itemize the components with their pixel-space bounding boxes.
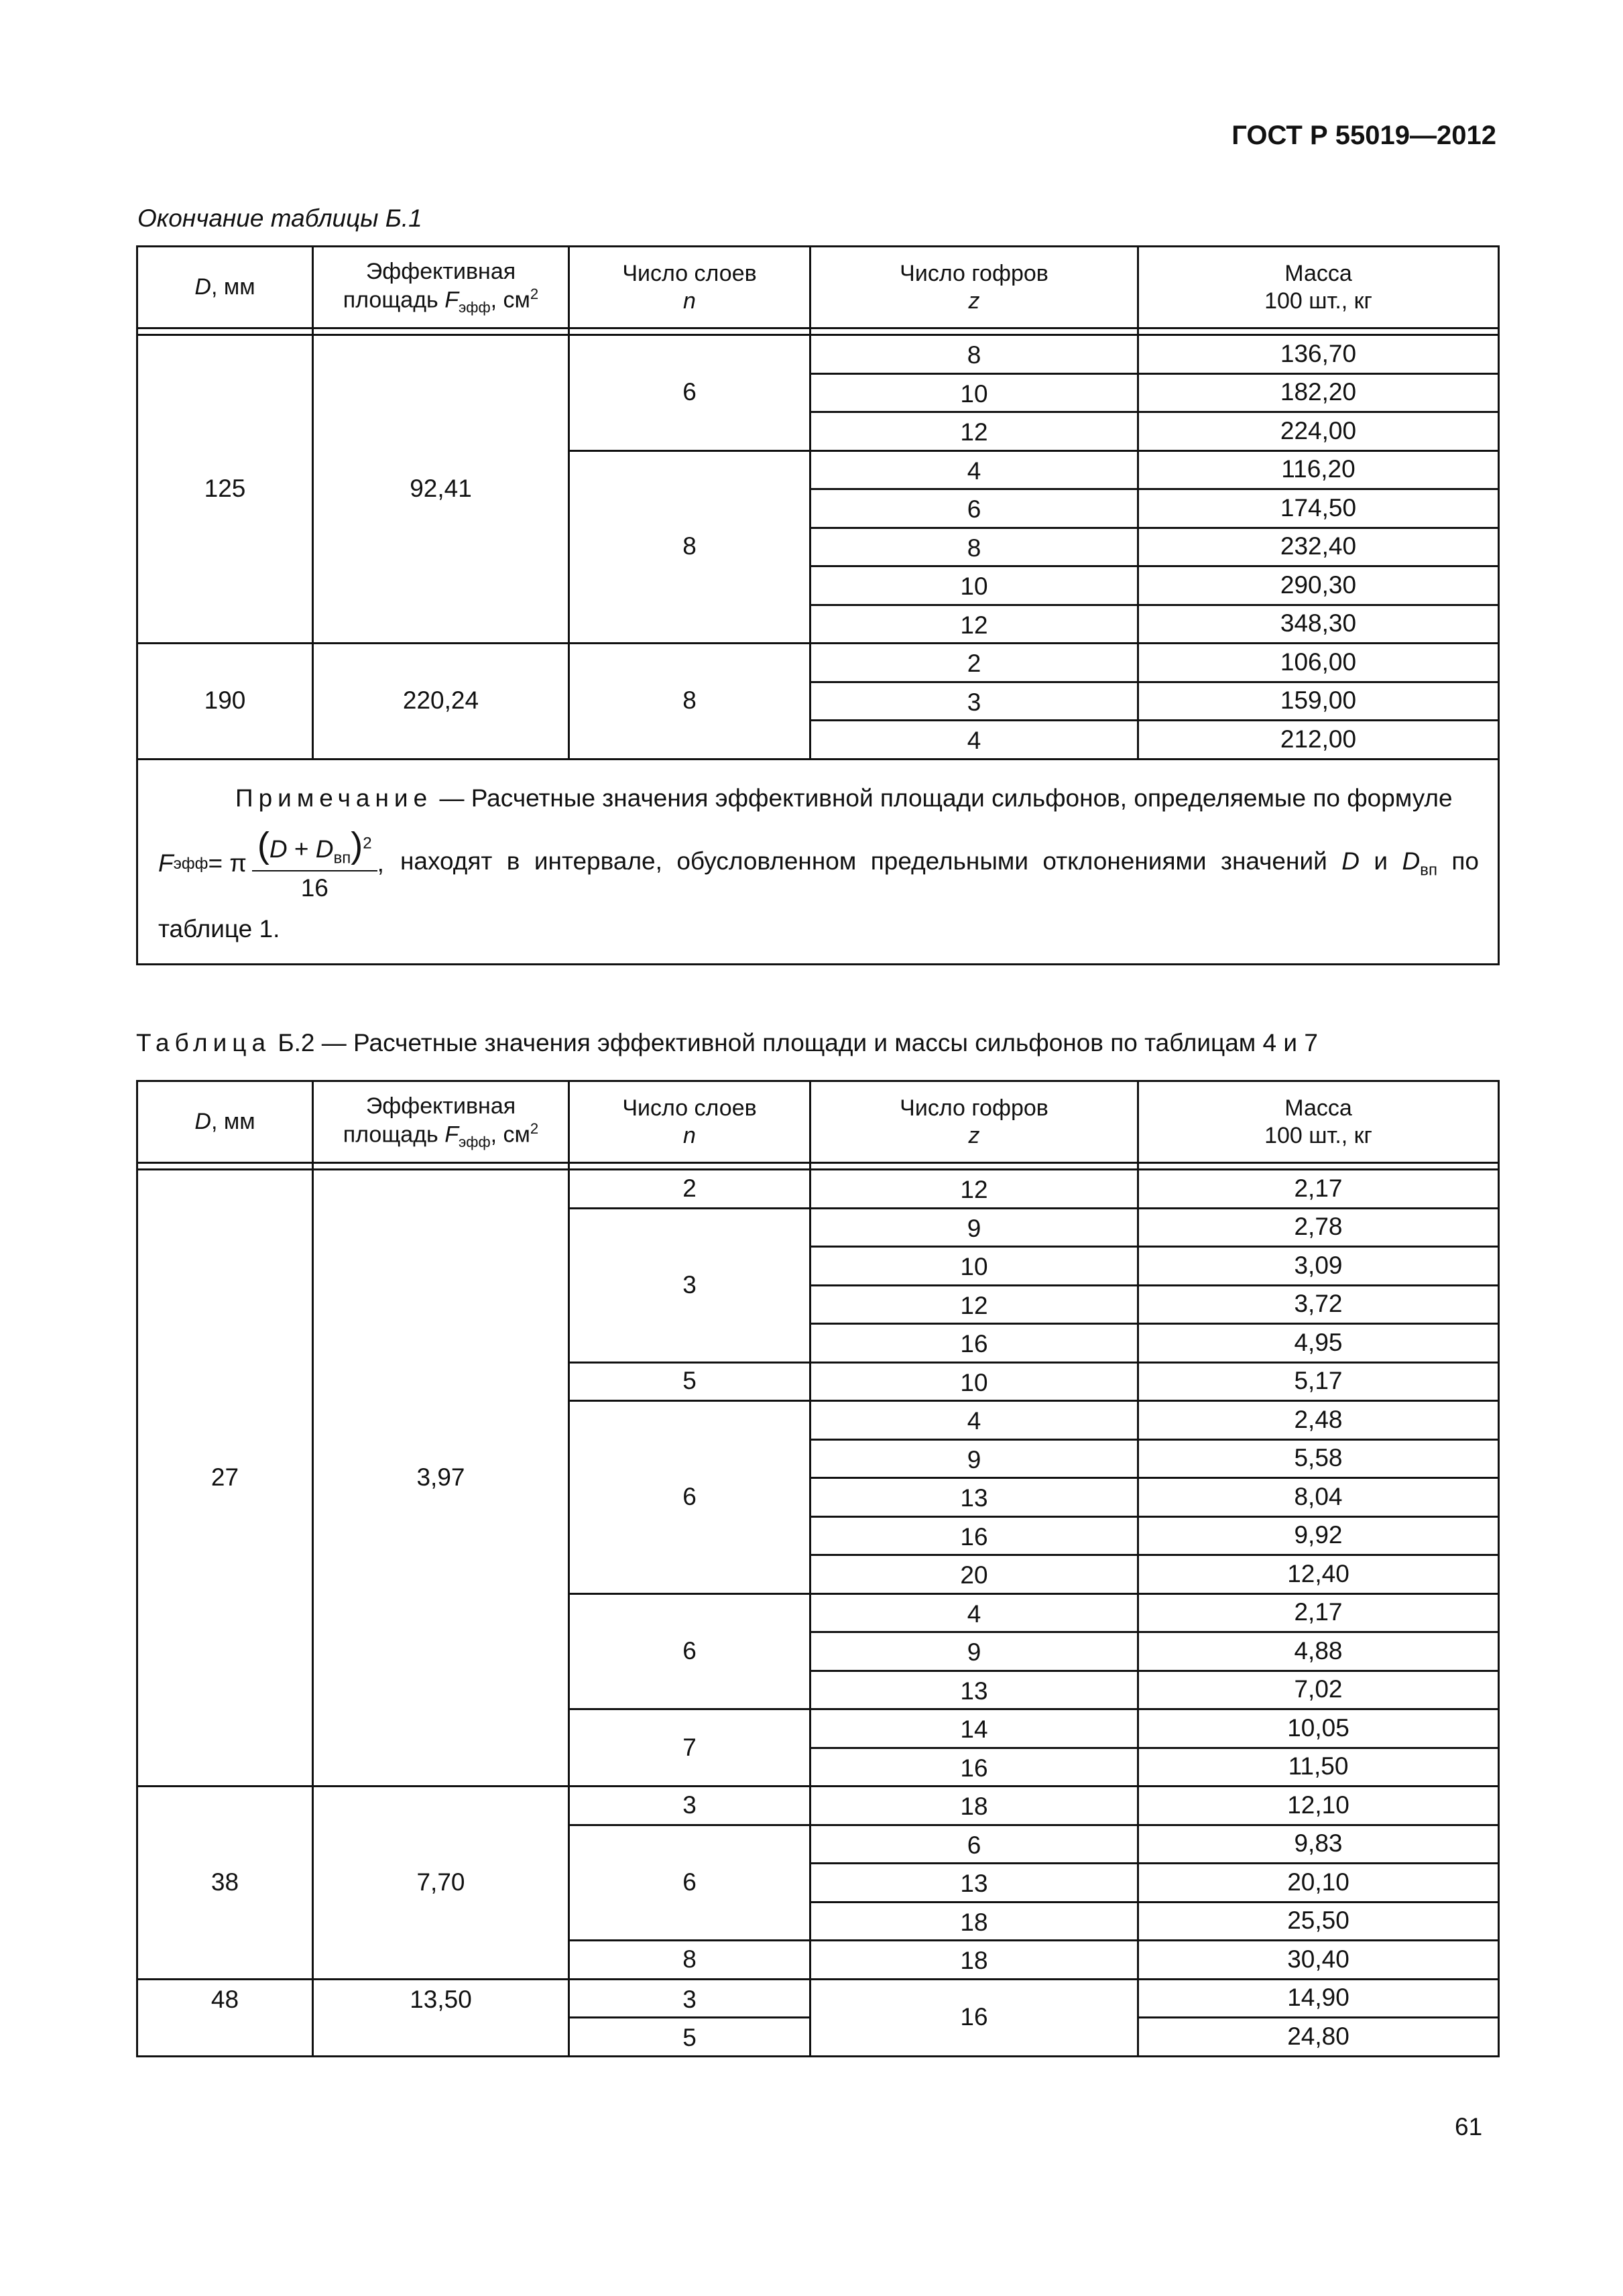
mass-cell: 136,70 bbox=[1138, 335, 1499, 374]
formula-f: F bbox=[158, 849, 174, 878]
layers-cell: 8 bbox=[569, 644, 810, 760]
table-row bbox=[137, 1979, 1499, 2018]
effective-area-cell: 3,97 bbox=[313, 1170, 569, 1787]
separator-cell bbox=[810, 1163, 1138, 1170]
corrugations-cell: 6 bbox=[810, 489, 1138, 528]
corrugations-cell: 14 bbox=[810, 1709, 1138, 1748]
corrugations-cell: 10 bbox=[810, 373, 1138, 412]
corrugations-cell: 20 bbox=[810, 1555, 1138, 1594]
layers-cell: 3 bbox=[569, 1787, 810, 1825]
corrugations-cell: 9 bbox=[810, 1208, 1138, 1247]
header-diameter bbox=[137, 247, 313, 328]
mass-cell: 224,00 bbox=[1138, 412, 1499, 451]
layers-cell: 5 bbox=[569, 1362, 810, 1401]
note-label: Примечание bbox=[235, 784, 433, 812]
mass-cell: 24,80 bbox=[1138, 2018, 1499, 2057]
header-layers bbox=[569, 247, 810, 328]
mass-cell: 25,50 bbox=[1138, 1902, 1499, 1941]
area-unit: , см bbox=[490, 1121, 530, 1147]
corrugations-cell: 10 bbox=[810, 1362, 1138, 1401]
mass-cell: 159,00 bbox=[1138, 682, 1499, 721]
table-row bbox=[137, 644, 1499, 682]
header-effective-area bbox=[313, 1081, 569, 1163]
corrugations-cell: 18 bbox=[810, 1941, 1138, 1980]
corrugations-cell: 9 bbox=[810, 1632, 1138, 1671]
formula-dvp: D bbox=[315, 835, 334, 863]
header-mass bbox=[1138, 247, 1499, 328]
separator-cell bbox=[137, 1163, 313, 1170]
mass-cell: 182,20 bbox=[1138, 373, 1499, 412]
formula-dvp-subscript: вп bbox=[333, 849, 351, 867]
separator-cell bbox=[810, 328, 1138, 335]
header-separator bbox=[137, 1163, 1499, 1170]
header-effective-area bbox=[313, 247, 569, 328]
formula-fraction bbox=[252, 825, 377, 903]
note-text-continued bbox=[400, 847, 1479, 880]
note-formula-line bbox=[158, 825, 1479, 903]
mass-cell: 212,00 bbox=[1138, 721, 1499, 760]
note-and: и bbox=[1359, 847, 1402, 875]
table-header-row bbox=[137, 247, 1499, 328]
note-row bbox=[137, 759, 1499, 965]
layers-symbol: n bbox=[683, 1122, 696, 1148]
mass-cell: 20,10 bbox=[1138, 1864, 1499, 1902]
mass-cell: 2,48 bbox=[1138, 1401, 1499, 1440]
diameter-cell: 38 bbox=[137, 1787, 313, 1980]
corrugations-cell: 6 bbox=[810, 1825, 1138, 1864]
note-cell bbox=[137, 759, 1499, 965]
mass-cell: 290,30 bbox=[1138, 566, 1499, 605]
d-unit: , мм bbox=[211, 274, 255, 300]
separator-cell bbox=[313, 1163, 569, 1170]
corrugations-cell: 13 bbox=[810, 1864, 1138, 1902]
area-symbol: F bbox=[444, 1121, 459, 1147]
header-layers bbox=[569, 1081, 810, 1163]
corrugations-cell: 16 bbox=[810, 1979, 1138, 2056]
formula-numerator bbox=[252, 825, 377, 871]
page-number: 61 bbox=[1455, 2113, 1483, 2140]
corrugations-cell: 2 bbox=[810, 644, 1138, 682]
layers-cell: 3 bbox=[569, 1979, 810, 2018]
area-subscript: эфф bbox=[459, 298, 491, 316]
corrugations-cell: 8 bbox=[810, 528, 1138, 566]
note-paragraph bbox=[158, 784, 1479, 813]
table-b1-end bbox=[136, 245, 1500, 965]
table1-caption: Окончание таблицы Б.1 bbox=[137, 204, 422, 232]
corrugations-label: Число гофров bbox=[900, 1095, 1048, 1121]
mass-cell: 3,72 bbox=[1138, 1285, 1499, 1324]
note-dvp: D bbox=[1402, 847, 1421, 875]
note-text: находят в интервале, обусловленном предельными отклонениями значений bbox=[400, 847, 1342, 875]
corrugations-cell: 10 bbox=[810, 566, 1138, 605]
mass-unit: 100 шт., кг bbox=[1264, 288, 1372, 314]
header-mass bbox=[1138, 1081, 1499, 1163]
mass-cell: 5,58 bbox=[1138, 1439, 1499, 1478]
formula-subscript: эфф bbox=[173, 854, 208, 873]
corrugations-cell: 12 bbox=[810, 1170, 1138, 1209]
corrugations-cell: 12 bbox=[810, 412, 1138, 451]
table-row bbox=[137, 1170, 1499, 1209]
note-reference: таблице 1. bbox=[158, 914, 280, 943]
diameter-cell: 190 bbox=[137, 644, 313, 760]
effective-area-cell: 92,41 bbox=[313, 335, 569, 644]
mass-label: Масса bbox=[1284, 1095, 1352, 1121]
area-superscript: 2 bbox=[530, 285, 539, 302]
table-row bbox=[137, 1787, 1499, 1825]
diameter-cell: 48 bbox=[137, 1979, 313, 2056]
header-corrugations bbox=[810, 1081, 1138, 1163]
mass-cell: 14,90 bbox=[1138, 1979, 1499, 2018]
header-separator bbox=[137, 328, 1499, 335]
note-d: D bbox=[1341, 847, 1360, 875]
mass-cell: 7,02 bbox=[1138, 1671, 1499, 1709]
corrugations-cell: 4 bbox=[810, 721, 1138, 760]
layers-cell: 6 bbox=[569, 1593, 810, 1709]
corrugations-cell: 12 bbox=[810, 605, 1138, 644]
mass-cell: 10,05 bbox=[1138, 1709, 1499, 1748]
corrugations-cell: 10 bbox=[810, 1247, 1138, 1286]
left-paren: ( bbox=[257, 825, 269, 866]
corrugations-cell: 16 bbox=[810, 1324, 1138, 1363]
mass-cell: 4,88 bbox=[1138, 1632, 1499, 1671]
note-text: Расчетные значения эффективной площади сильфонов, определяемые по формуле bbox=[471, 784, 1453, 812]
mass-cell: 9,92 bbox=[1138, 1516, 1499, 1555]
corrugations-cell: 18 bbox=[810, 1787, 1138, 1825]
formula-plus: + bbox=[287, 835, 316, 863]
corrugations-cell: 13 bbox=[810, 1478, 1138, 1517]
table2-caption: Таблица Б.2 — Расчетные значения эффективной площади и массы сильфонов по таблицам 4 и 7 bbox=[136, 1029, 1318, 1056]
mass-cell: 116,20 bbox=[1138, 450, 1499, 489]
separator-cell bbox=[569, 1163, 810, 1170]
mass-cell: 232,40 bbox=[1138, 528, 1499, 566]
area-label-1: Эффективная bbox=[365, 1093, 516, 1119]
separator-cell bbox=[313, 328, 569, 335]
corrugations-cell: 13 bbox=[810, 1671, 1138, 1709]
area-symbol: F bbox=[444, 286, 459, 312]
corrugations-symbol: z bbox=[968, 1122, 980, 1148]
layers-cell: 7 bbox=[569, 1709, 810, 1787]
d-symbol: D bbox=[194, 1109, 211, 1135]
layers-cell: 8 bbox=[569, 450, 810, 644]
separator-cell bbox=[1138, 1163, 1499, 1170]
layers-cell: 6 bbox=[569, 1825, 810, 1941]
layers-label: Число слоев bbox=[622, 1095, 757, 1121]
layers-cell: 3 bbox=[569, 1208, 810, 1362]
note-dvp-subscript: вп bbox=[1420, 861, 1437, 880]
formula-d: D bbox=[269, 835, 288, 863]
area-unit: , см bbox=[490, 286, 530, 312]
effective-area-formula bbox=[158, 825, 384, 903]
layers-cell: 6 bbox=[569, 335, 810, 451]
mass-cell: 2,17 bbox=[1138, 1170, 1499, 1209]
mass-cell: 174,50 bbox=[1138, 489, 1499, 528]
formula-equals-pi: = π bbox=[208, 849, 247, 878]
mass-cell: 12,40 bbox=[1138, 1555, 1499, 1594]
mass-cell: 5,17 bbox=[1138, 1362, 1499, 1401]
effective-area-cell: 220,24 bbox=[313, 644, 569, 760]
corrugations-cell: 12 bbox=[810, 1285, 1138, 1324]
layers-cell: 5 bbox=[569, 2018, 810, 2057]
mass-cell: 106,00 bbox=[1138, 644, 1499, 682]
area-label-2: площадь bbox=[343, 1121, 445, 1147]
corrugations-symbol: z bbox=[968, 288, 980, 314]
corrugations-label: Число гофров bbox=[900, 260, 1048, 286]
layers-cell: 8 bbox=[569, 1941, 810, 1980]
layers-label: Число слоев bbox=[622, 260, 757, 286]
corrugations-cell: 18 bbox=[810, 1902, 1138, 1941]
corrugations-cell: 16 bbox=[810, 1748, 1138, 1787]
header-corrugations bbox=[810, 247, 1138, 328]
right-paren: ) bbox=[351, 825, 363, 866]
note-by: по bbox=[1437, 847, 1479, 875]
layers-cell: 6 bbox=[569, 1401, 810, 1594]
layers-symbol: n bbox=[683, 288, 696, 314]
separator-cell bbox=[569, 328, 810, 335]
area-label-1: Эффективная bbox=[365, 258, 516, 284]
mass-cell: 4,95 bbox=[1138, 1324, 1499, 1363]
area-label-2: площадь bbox=[343, 286, 445, 312]
area-subscript: эфф bbox=[459, 1133, 491, 1150]
table-header-row bbox=[137, 1081, 1499, 1163]
formula-power: 2 bbox=[363, 834, 372, 853]
corrugations-cell: 4 bbox=[810, 1401, 1138, 1440]
mass-cell: 3,09 bbox=[1138, 1247, 1499, 1286]
area-superscript: 2 bbox=[530, 1120, 539, 1137]
diameter-cell: 27 bbox=[137, 1170, 313, 1787]
corrugations-cell: 4 bbox=[810, 450, 1138, 489]
corrugations-cell: 4 bbox=[810, 1593, 1138, 1632]
table-b2 bbox=[136, 1080, 1500, 2057]
mass-cell: 2,78 bbox=[1138, 1208, 1499, 1247]
mass-cell: 8,04 bbox=[1138, 1478, 1499, 1517]
corrugations-cell: 3 bbox=[810, 682, 1138, 721]
corrugations-cell: 16 bbox=[810, 1516, 1138, 1555]
mass-cell: 2,17 bbox=[1138, 1593, 1499, 1632]
effective-area-cell: 7,70 bbox=[313, 1787, 569, 1980]
mass-cell: 12,10 bbox=[1138, 1787, 1499, 1825]
mass-cell: 348,30 bbox=[1138, 605, 1499, 644]
corrugations-cell: 8 bbox=[810, 335, 1138, 374]
table-row bbox=[137, 335, 1499, 374]
document-header: ГОСТ Р 55019—2012 bbox=[1231, 121, 1496, 150]
mass-label: Масса bbox=[1284, 260, 1352, 286]
mass-cell: 9,83 bbox=[1138, 1825, 1499, 1864]
corrugations-cell: 9 bbox=[810, 1439, 1138, 1478]
layers-cell: 2 bbox=[569, 1170, 810, 1209]
effective-area-cell: 13,50 bbox=[313, 1979, 569, 2056]
mass-unit: 100 шт., кг bbox=[1264, 1122, 1372, 1148]
separator-cell bbox=[1138, 328, 1499, 335]
separator-cell bbox=[137, 328, 313, 335]
mass-cell: 11,50 bbox=[1138, 1748, 1499, 1787]
d-symbol: D bbox=[194, 274, 211, 300]
mass-cell: 30,40 bbox=[1138, 1941, 1499, 1980]
formula-denominator: 16 bbox=[300, 874, 328, 902]
header-diameter bbox=[137, 1081, 313, 1163]
d-unit: , мм bbox=[211, 1109, 255, 1135]
formula-comma: , bbox=[377, 849, 384, 878]
diameter-cell: 125 bbox=[137, 335, 313, 644]
note-dash: — bbox=[432, 784, 471, 812]
